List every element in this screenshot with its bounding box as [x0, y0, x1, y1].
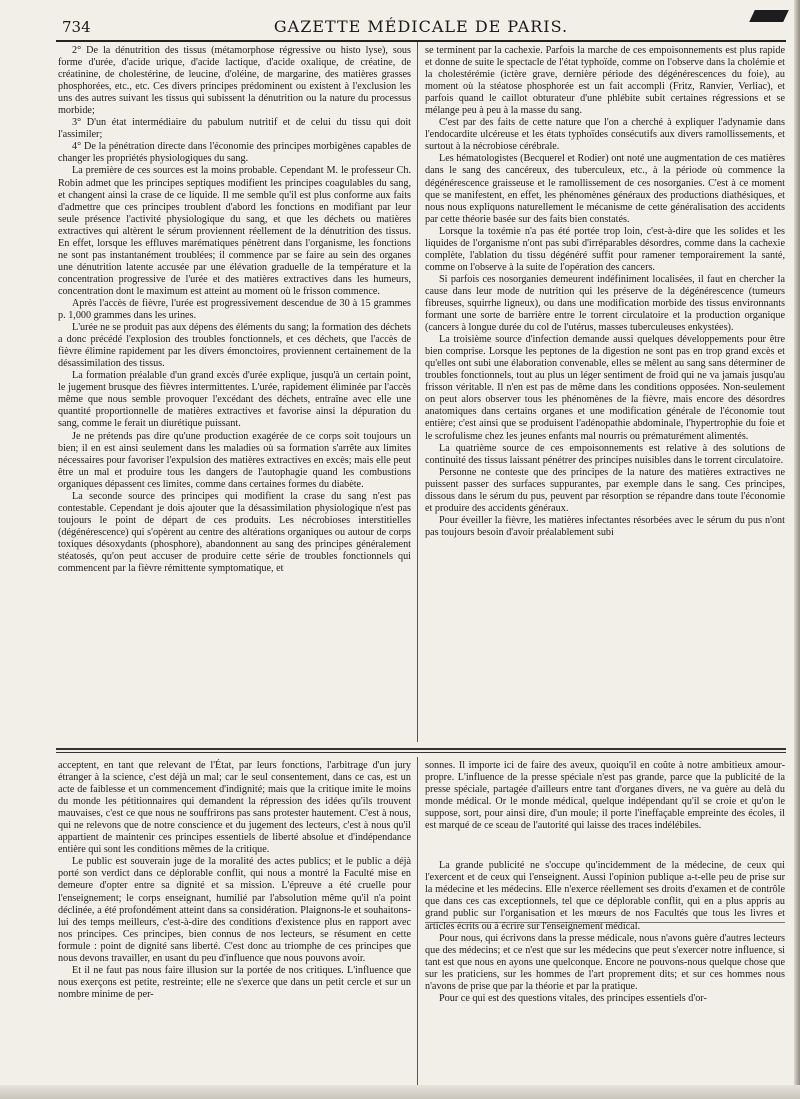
paragraph: Pour nous, qui écrivons dans la presse médicale, nous n'avons guère d'autres lecteurs que des médecins; et ce n'est que sur les médecins que peut s'exercer notre influence, si tant est que nous en ayons une quelconque. Encore ne pouvons-nous quelque chose que sur les praticiens, sur les hommes de l'art proprement dits; et sur ces hommes nous n'avons de prise que par la théorie et par la pratique. [425, 932, 785, 992]
paragraph: 4° De la pénétration directe dans l'économie des principes morbigènes capables de changer les propriétés physiologiques du sang. [58, 141, 411, 165]
paragraph: La quatrième source de ces empoisonnements est relative à des solutions de continuité des tissus laissant pénétrer des principes nuisibles dans le torrent circulatoire. [425, 442, 785, 466]
paragraph: Après l'accès de fièvre, l'urée est progressivement descendue de 30 à 15 grammes p. 1,000 grammes dans les urines. [58, 297, 411, 322]
paragraph: La seconde source des principes qui modifient la crase du sang n'est pas contestable. Cependant je dois ajouter que la désassimilation physiologique n'est pas toujours le point de départ de ces produits. Les nécrobioses interstitielles (dégénérescence) qui s'opèrent au centre des altérations organiques ou autour de corps toxiques désoxydants (phosphore), abandonnent au sang des principes généralement stéatosés, qu'on peut accuser de produire cette série de troubles fonctionnels qui commencent par la fièvre rémittente symptomatique, et [58, 490, 411, 575]
paragraph: Pour ce qui est des questions vitales, des principes essentiels d'or- [439, 992, 707, 1004]
paragraph: 2° De la dénutrition des tissus (métamorphose régressive ou histo lyse), sous forme d'urée, d'acide urique, d'acide lactique, d'acide oxalique, de créatine, de créatinine, de cholestérine, de leucine, d'oléine, de margarine, des matières grasses phosphorées, etc., etc. Ces divers principes prédominent ou existent à l'exclusion les uns des autres suivant les tissus qui subissent la dénutrition ou la nature du processus morbide; [58, 45, 411, 117]
paragraph: se terminent par la cachexie. Parfois la marche de ces empoisonnements est plus rapide et donne de suite le spectacle de l'état typhoïde, comme on l'observe dans la cholémie et la cholestérémie (ictère grave, dernière période des dégénérescences du foie), au moment où la stéatose phosphorée est un fait accompli (Fritz, Ranvier, Verliac), et parfois quand le caillot obturateur d'une phlébite subit certaines régressions et se mélange peu à peu à la masse du sang. [425, 45, 785, 117]
paragraph: Lorsque la toxémie n'a pas été portée trop loin, c'est-à-dire que les solides et les liquides de l'organisme n'ont pas subi d'irréparables désordres, comme dans la cachexie complète, l'ablation du tissu dégénéré suffit pour ramener temporairement la santé, comme on l'observe à la suite de l'opération des cancers. [425, 225, 785, 273]
paragraph: Pour éveiller la fièvre, les matières infectantes résorbées avec le sérum du pus n'ont pas toujours besoin d'avoir préalablement subi [425, 514, 785, 538]
paragraph: sonnes. Il importe ici de faire des aveux, quoiqu'il en coûte à notre ambitieux amour-propre. L'influence de la presse spéciale n'est pas grande, parce que la publicité de la presse spéciale, partagée d'ailleurs entre tant d'organes divers, ne va guère au delà du monde médical. Or le monde médical, quelque indépendant qu'il se croie et qu'on le suppose, sort, pour ainsi dire, d'un moule; il porte l'ineffaçable empreinte des écoles, il est marqué de ce sceau de l'autorité qui laisse des traces indélébiles. [425, 760, 785, 832]
paragraph: Et il ne faut pas nous faire illusion sur la portée de nos critiques. L'influence que nous exerçons est petite, restreinte; elle ne s'exerce que dans un petit cercle et sur un nombre minime de per- [58, 964, 411, 1000]
paragraph: Personne ne conteste que des principes de la nature des matières extractives ne puissent passer des surfaces suppurantes, par exemple dans le sang. Ces principes, dissous dans le sérum du pus, peuvent par résorption se répandre dans toute l'économie et produire des accidents généraux. [425, 466, 785, 514]
paragraph: C'est par des faits de cette nature que l'on a cherché à expliquer l'adynamie dans l'endocardite ulcéreuse et les états typhoïdes consécutifs aux divers ramollissements, et surtout à la nécrobiose cérébrale. [425, 117, 785, 153]
torn-corner [749, 10, 789, 22]
column-rule-bottom [417, 757, 418, 1097]
paragraph: L'urée ne se produit pas aux dépens des éléments du sang; la formation des déchets a donc précédé l'explosion des troubles fonctionnels, et ces déchets, que l'accès de fièvre élimine rapidement par les divers émonctoires, proviennent certainement de la désassimilation des tissus. [58, 322, 411, 370]
page-edge-shadow [794, 0, 800, 1099]
column-bottom-right [425, 760, 785, 1005]
paragraph: acceptent, en tant que relevant de l'État, par leurs fonctions, l'arbitrage d'un jury étranger à la science, c'est déjà un mal; car le seul consentement, dans ce cas, est un acte de faiblesse et un commencement d'indignité; mais que la critique imite le moins du monde les pétitionnaires qui demandent la répression des idées qu'ils trouvent mauvaises, c'est ce que nous ne souffrirons pas sans protester hautement. C'est à nous, qui ne relevons que de notre conscience et du jugement des lecteurs, c'est à nous qu'il appartient de maintenir ces principes essentiels de liberté absolue et d'indépendance entière qui sont les conditions mêmes de la critique. [58, 760, 411, 856]
paragraph: Je ne prétends pas dire qu'une production exagérée de ce corps soit toujours un bien; il en est ainsi seulement dans les maladies où sa formation s'arrête aux limites nécessaires pour favoriser l'expulsion des matières extractives en excès; mais elle peut être un mal et produire tous les dangers de l'autophagie quand les combustions organiques dépassent ces limites, comme dans certaines formes du diabète. [58, 430, 411, 490]
paragraph: Si parfois ces nosorganies demeurent indéfiniment localisées, il faut en chercher la cause dans leur mode de nutrition qui les préserve de la dégénérescence (tumeurs fibreuses, squirrhe ligneux), ou dans une modification morbide des tissus environnants formant une sorte de barrière entre le torrent circulatoire et la production organique (cancers à longue durée du col de l'utérus, masses tuberculeuses enkystées). [425, 273, 785, 334]
section-divider [56, 748, 786, 750]
page-bottom-edge [0, 1085, 800, 1099]
column-top-left [58, 45, 411, 575]
column-top-right [425, 45, 785, 539]
column-bottom-left [58, 760, 411, 1001]
paragraph: Le public est souverain juge de la moralité des actes publics; et le public a déjà porté son verdict dans ce déplorable conflit, qui nous a montré la Faculté mise en demeure d'opter entre sa dignité et sa mission. L'épreuve a été cruelle pour l'enseignement; le corps enseignant, humilié par l'absolution même qu'il n'a point déclinée, a été profondément atteint dans sa considération. Plaignons-le et souhaitons-lui des temps meilleurs, c'est-à-dire des conditions d'existence plus en rapport avec nos principes. Ces principes, bien connus de nos lecteurs, se résument en cette formule : point de dignité sans liberté. C'est donc au triomphe de ces principes que nous devons travailler, en usant du peu d'influence que nous pouvons avoir. [58, 856, 411, 964]
journal-title: GAZETTE MÉDICALE DE PARIS. [273, 17, 569, 36]
page-number: 734 [62, 18, 91, 36]
paragraph: La première de ces sources est la moins probable. Cependant M. le professeur Ch. Robin admet que les principes septiques modifient les principes coagulables du sang, et changent ainsi la crase de ce liquide. Il me semble qu'il est plus conforme aux faits d'admettre que ces principes troublent d'abord les fonctions en modifiant par leur seule présence l'activité physiologique du sang, et que les déchets ou matières extractives qui altèrent le sérum proviennent réellement de la dénutrition des tissus. En effet, lorsque les effluves marématiques pénètrent dans l'organisme, les fonctions ne sont pas instantanément troublées; il commence par se faire au sein des organes une dénutrition latente accusée par une élévation graduelle de la température et la concentration progressive de l'urée et des matières extractives dans les humeurs, concentration dont le maximum est atteint au moment où le frisson commence. [58, 165, 411, 297]
page-header [56, 10, 786, 42]
paragraph: Les hématologistes (Becquerel et Rodier) ont noté une augmentation de ces matières dans le sang des cancéreux, des tuberculeux, etc., à la période où commence la dégénérescence graisseuse et le ramollissement de ces nosorganies. C'est à ce moment que se manifestent, en effet, les phénomènes généraux des productions diathésiques, et nous nous expliquons naturellement le mécanisme de cette généralisation des accidents par cette théorie basée sur des faits bien constatés. [425, 153, 785, 225]
paragraph: La grande publicité ne s'occupe qu'incidemment de la médecine, de ceux qui l'exercent et de ceux qui l'enseignent. Aussi l'opinion publique a-t-elle peu de prise sur la médecine et les médecins. Elle n'exerce réellement ses droits d'examen et de contrôle que dans ces cas exceptionnels, tel que ce déplorable conflit, qui en a plus appris au grand public sur l'organisation et les mœurs de nos Facultés que tous les livres et articles écrits ou à écrire sur l'enseignement médical. [425, 860, 785, 932]
paragraph: La troisième source d'infection demande aussi quelques développements pour être bien comprise. Lorsque les peptones de la digestion ne sont pas en trop grand excès et qu'elles ont subi une élaboration convenable, elles se mêlent au sang sans déterminer de troubles fonctionnels, tout au plus un léger sentiment de froid qui ne va jamais jusqu'au frisson véritable. Il n'en est pas de même dans les conditions opposées. Non-seulement on peut alors observer tous les phénomènes de la fièvre, mais encore des désordres anatomiques dans certains organes et une modification générale de l'économie tout entière; c'est ainsi que se produisent l'adénopathie abdominale, l'hypertrophie du foie et le scrofulisme chez les jeunes enfants mal nourris ou prématurément alimentés. [425, 334, 785, 442]
paragraph: 3° D'un état intermédiaire du pabulum nutritif et de celui du tissu qui doit l'assimiler; [58, 117, 411, 141]
paragraph: La formation préalable d'un grand excès d'urée explique, jusqu'à un certain point, le jugement brusque des fièvres intermittentes. L'urée, rapidement éliminée par l'accès même que nous semble provoquer l'excédant des déchets, entraîne avec elle une quantité proportionnelle de matières extractives et favorise ainsi la dépuration du sang, comme le ferait un diurétique puissant. [58, 370, 411, 430]
section-divider-thin [56, 752, 786, 753]
column-rule-top [417, 42, 418, 742]
